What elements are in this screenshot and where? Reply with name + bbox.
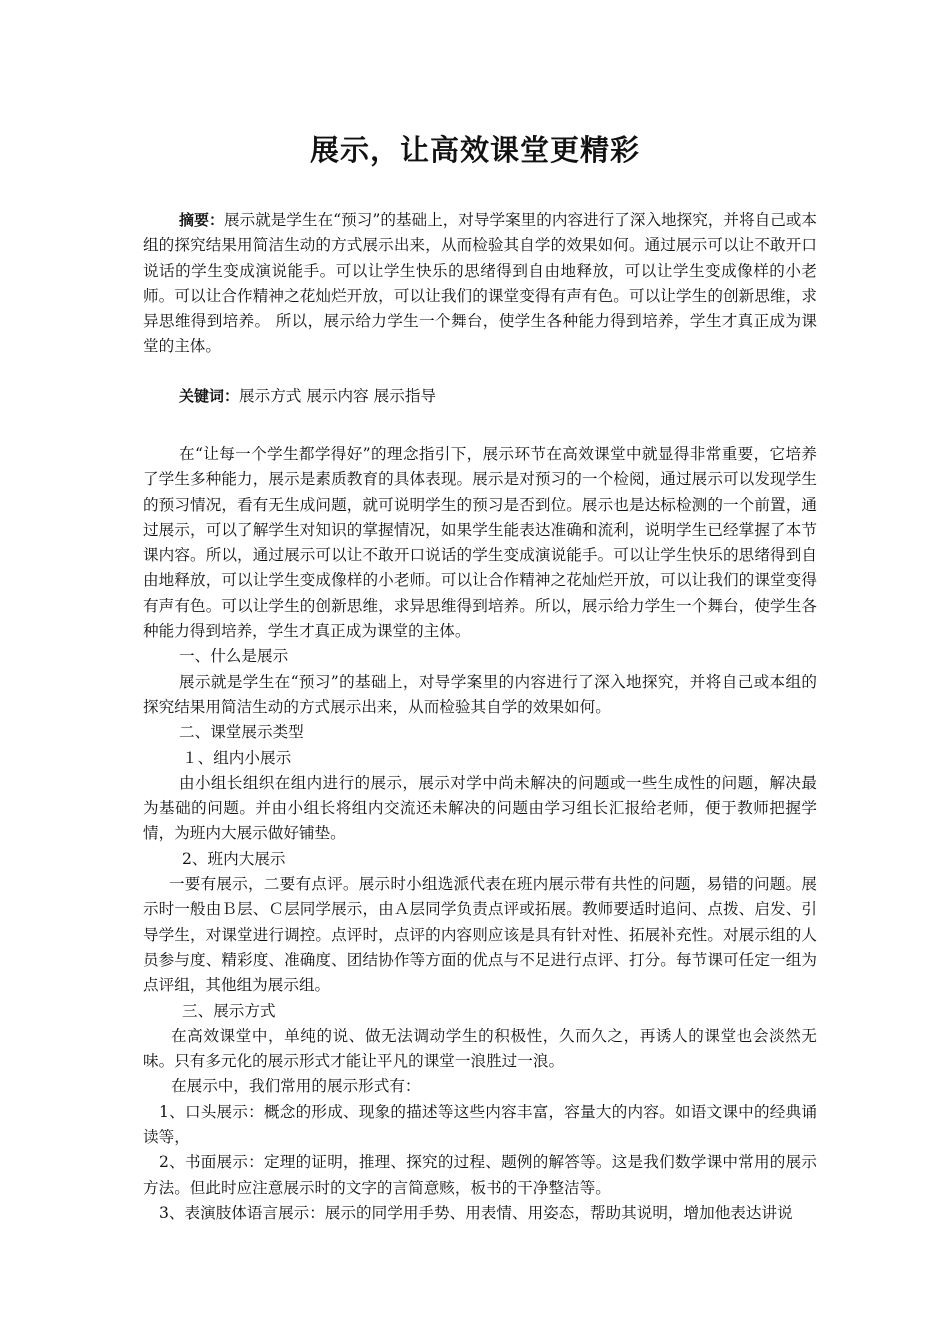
document-title: 展示，让高效课堂更精彩 <box>309 133 640 167</box>
section-2-heading: 二、课堂展示类型 <box>179 723 304 742</box>
abstract-text: 展示就是学生在“预习”的基础上，对导学案里的内容进行了深入地探究，并将自己或本组的探究结果用简洁生动的方式展示出来，从而检验其自学的效果如何。通过展示可以让不敢开口说话的学生变成演说能手。可以让学生快乐的思绪得到自由地释放，可以让学生变成像样的小老师。可以让合作精神之花灿烂开放，可以让我们的课堂变得有声有色。可以让学生的创新思维，求异思维得到培养。 所以，展示给力学生一个舞台，使学生各种能力得到培养，学生才真正成为课堂的主体。 <box>143 211 817 356</box>
section-2-2-heading: 2、班内大展示 <box>182 849 286 868</box>
abstract-paragraph <box>143 208 817 360</box>
list-item-performance: 3、表演肢体语言展示：展示的同学用手势、用表情、用姿态，帮助其说明，增加他表达讲说 <box>159 1203 793 1222</box>
section-3-text-2: 在展示中，我们常用的展示形式有： <box>171 1077 421 1096</box>
list-item-written: 2、书面展示：定理的证明，推理、探究的过程、题例的解答等。这是我们数学课中常用的展示方法。但此时应注意展示时的文字的言简意赅，板书的干净整洁等。 <box>143 1153 817 1197</box>
body-section <box>143 442 817 1226</box>
section-2-1-text: 由小组长组织在组内进行的展示，展示对学中尚未解决的问题或一些生成性的问题，解决最为基础的问题。并由小组长将组内交流还未解决的问题由学习组长汇报给老师，便于教师把握学情，为班内大展示做好铺垫。 <box>143 773 817 843</box>
keywords-paragraph <box>143 384 817 409</box>
keywords-label: 关键词： <box>179 387 240 405</box>
section-3-text-1: 在高效课堂中，单纯的说、做无法调动学生的积极性，久而久之，再诱人的课堂也会淡然无味。只有多元化的展示形式才能让平凡的课堂一浪胜过一浪。 <box>143 1026 817 1071</box>
section-1-text: 展示就是学生在“预习”的基础上，对导学案里的内容进行了深入地探究，并将自己或本组的探究结果用简洁生动的方式展示出来，从而检验其自学的效果如何。 <box>143 672 817 716</box>
abstract-section <box>143 208 817 360</box>
abstract-label: 摘要： <box>179 211 225 229</box>
list-item-oral: 1、口头展示：概念的形成、现象的描述等这些内容丰富，容量大的内容。如语文课中的经典诵读等， <box>143 1102 817 1147</box>
keywords-text: 展示方式 展示内容 展示指导 <box>239 387 437 405</box>
keywords-section <box>143 384 817 409</box>
intro-paragraph: 在“让每一个学生都学得好”的理念指引下，展示环节在高效课堂中就显得非常重要，它培养了学生多种能力，展示是素质教育的具体表现。展示是对预习的一个检阅，通过展示可以发现学生的预习情况，看有无生成问题，就可说明学生的预习是否到位。展示也是达标检测的一个前置，通过展示，可以了解学生对知识的掌握情况，如果学生能表达准确和流利，说明学生已经掌握了本节课内容。所以，通过展示可以让不敢开口说话的学生变成演说能手。可以让学生快乐的思绪得到自由地释放，可以让学生变成像样的小老师。可以让合作精神之花灿烂开放，可以让我们的课堂变得有声有色。可以让学生的创新思维，求异思维得到培养。所以，展示给力学生一个舞台，使学生各种能力得到培养，学生才真正成为课堂的主体。 <box>143 445 817 641</box>
section-1-heading: 一、什么是展示 <box>179 647 289 666</box>
section-3-heading: 三、展示方式 <box>182 1001 276 1020</box>
section-2-2-text: 一要有展示，二要有点评。展示时小组选派代表在班内展示带有共性的问题，易错的问题。展示时一般由Ｂ层、Ｃ层同学展示，由Ａ层同学负责点评或拓展。教师要适时追问、点拨、启发、引导学生，对课堂进行调控。点评时，点评的内容则应该是具有针对性、拓展补充性。对展示组的人员参与度、精彩度、准确度、团结协作等方面的优点与不足进行点评、打分。每节课可任定一组为点评组，其他组为展示组。 <box>143 875 817 995</box>
section-2-1-heading: １、组内小展示 <box>182 748 292 767</box>
